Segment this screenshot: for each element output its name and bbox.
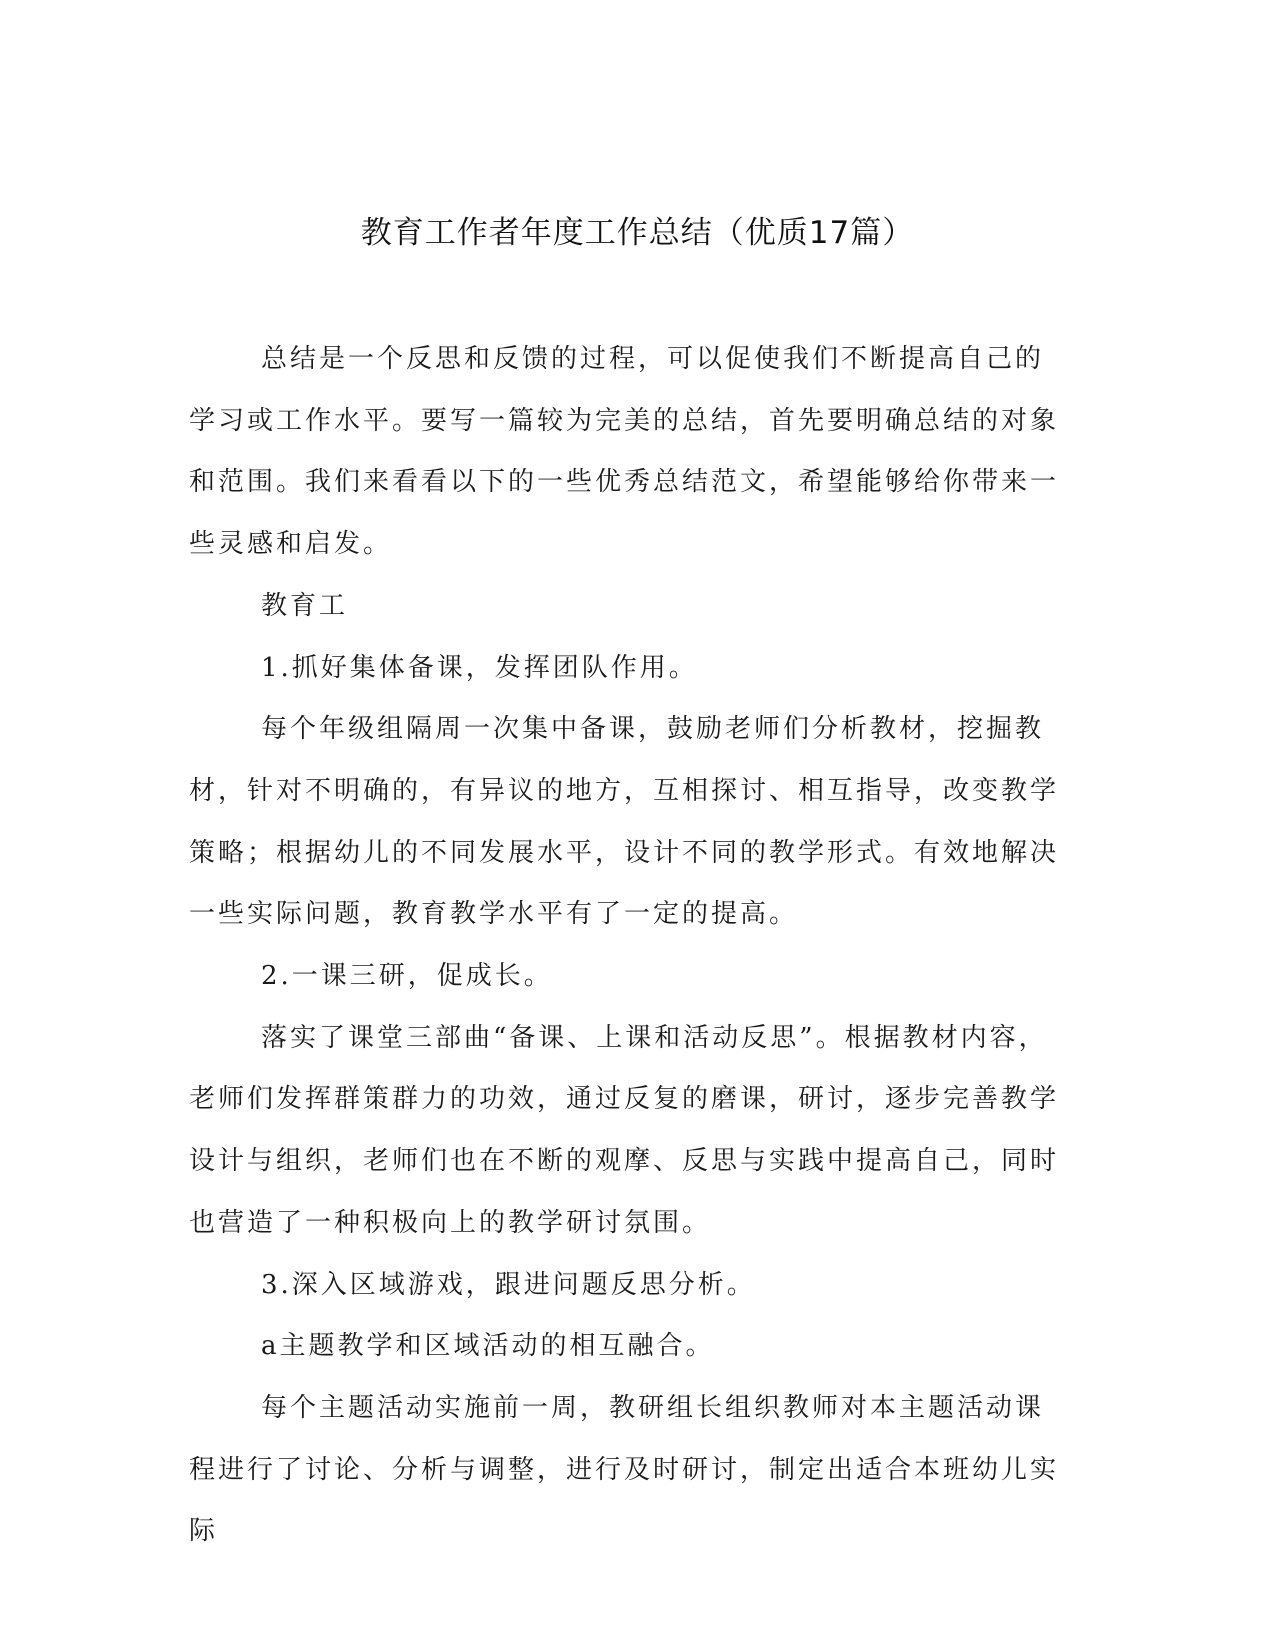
paragraph-lesson-research: 落实了课堂三部曲“备课、上课和活动反思”。根据教材内容，老师们发挥群策群力的功效，通过反复的磨课，研讨，逐步完善教学设计与组织，老师们也在不断的观摩、反思与实践中提高自己，同时也营造了一种积极向上的教学研讨氛围。 bbox=[189, 1022, 1060, 1238]
section-heading-1: 1.抓好集体备课，发挥团队作用。 bbox=[261, 652, 698, 683]
section-heading-2: 2.一课三研，促成长。 bbox=[261, 961, 553, 992]
paragraph-intro: 总结是一个反思和反馈的过程，可以促使我们不断提高自己的学习或工作水平。要写一篇较为完美的总结，首先要明确总结的对象和范围。我们来看看以下的一些优秀总结范文，希望能够给你带来一些灵感和启发。 bbox=[189, 344, 1060, 560]
paragraph-lesson-prep: 每个年级组隔周一次集中备课，鼓励老师们分析教材，挖掘教材，针对不明确的，有异议的地方，互相探讨、相互指导，改变教学策略；根据幼儿的不同发展水平，设计不同的教学形式。有效地解决一些实际问题，教育教学水平有了一定的提高。 bbox=[189, 714, 1060, 930]
section-heading-3: 3.深入区域游戏，跟进问题反思分析。 bbox=[261, 1269, 756, 1300]
paragraph-heading-fragment: 教育工 bbox=[261, 590, 349, 621]
document-title: 教育工作者年度工作总结（优质17篇） bbox=[360, 215, 915, 251]
subsection-heading-a: a主题教学和区域活动的相互融合。 bbox=[261, 1331, 715, 1362]
document-body bbox=[189, 329, 1069, 1563]
paragraph-theme-activity: 每个主题活动实施前一周，教研组长组织教师对本主题活动课程进行了讨论、分析与调整，进行及时研讨，制定出适合本班幼儿实际 bbox=[189, 1392, 1060, 1547]
